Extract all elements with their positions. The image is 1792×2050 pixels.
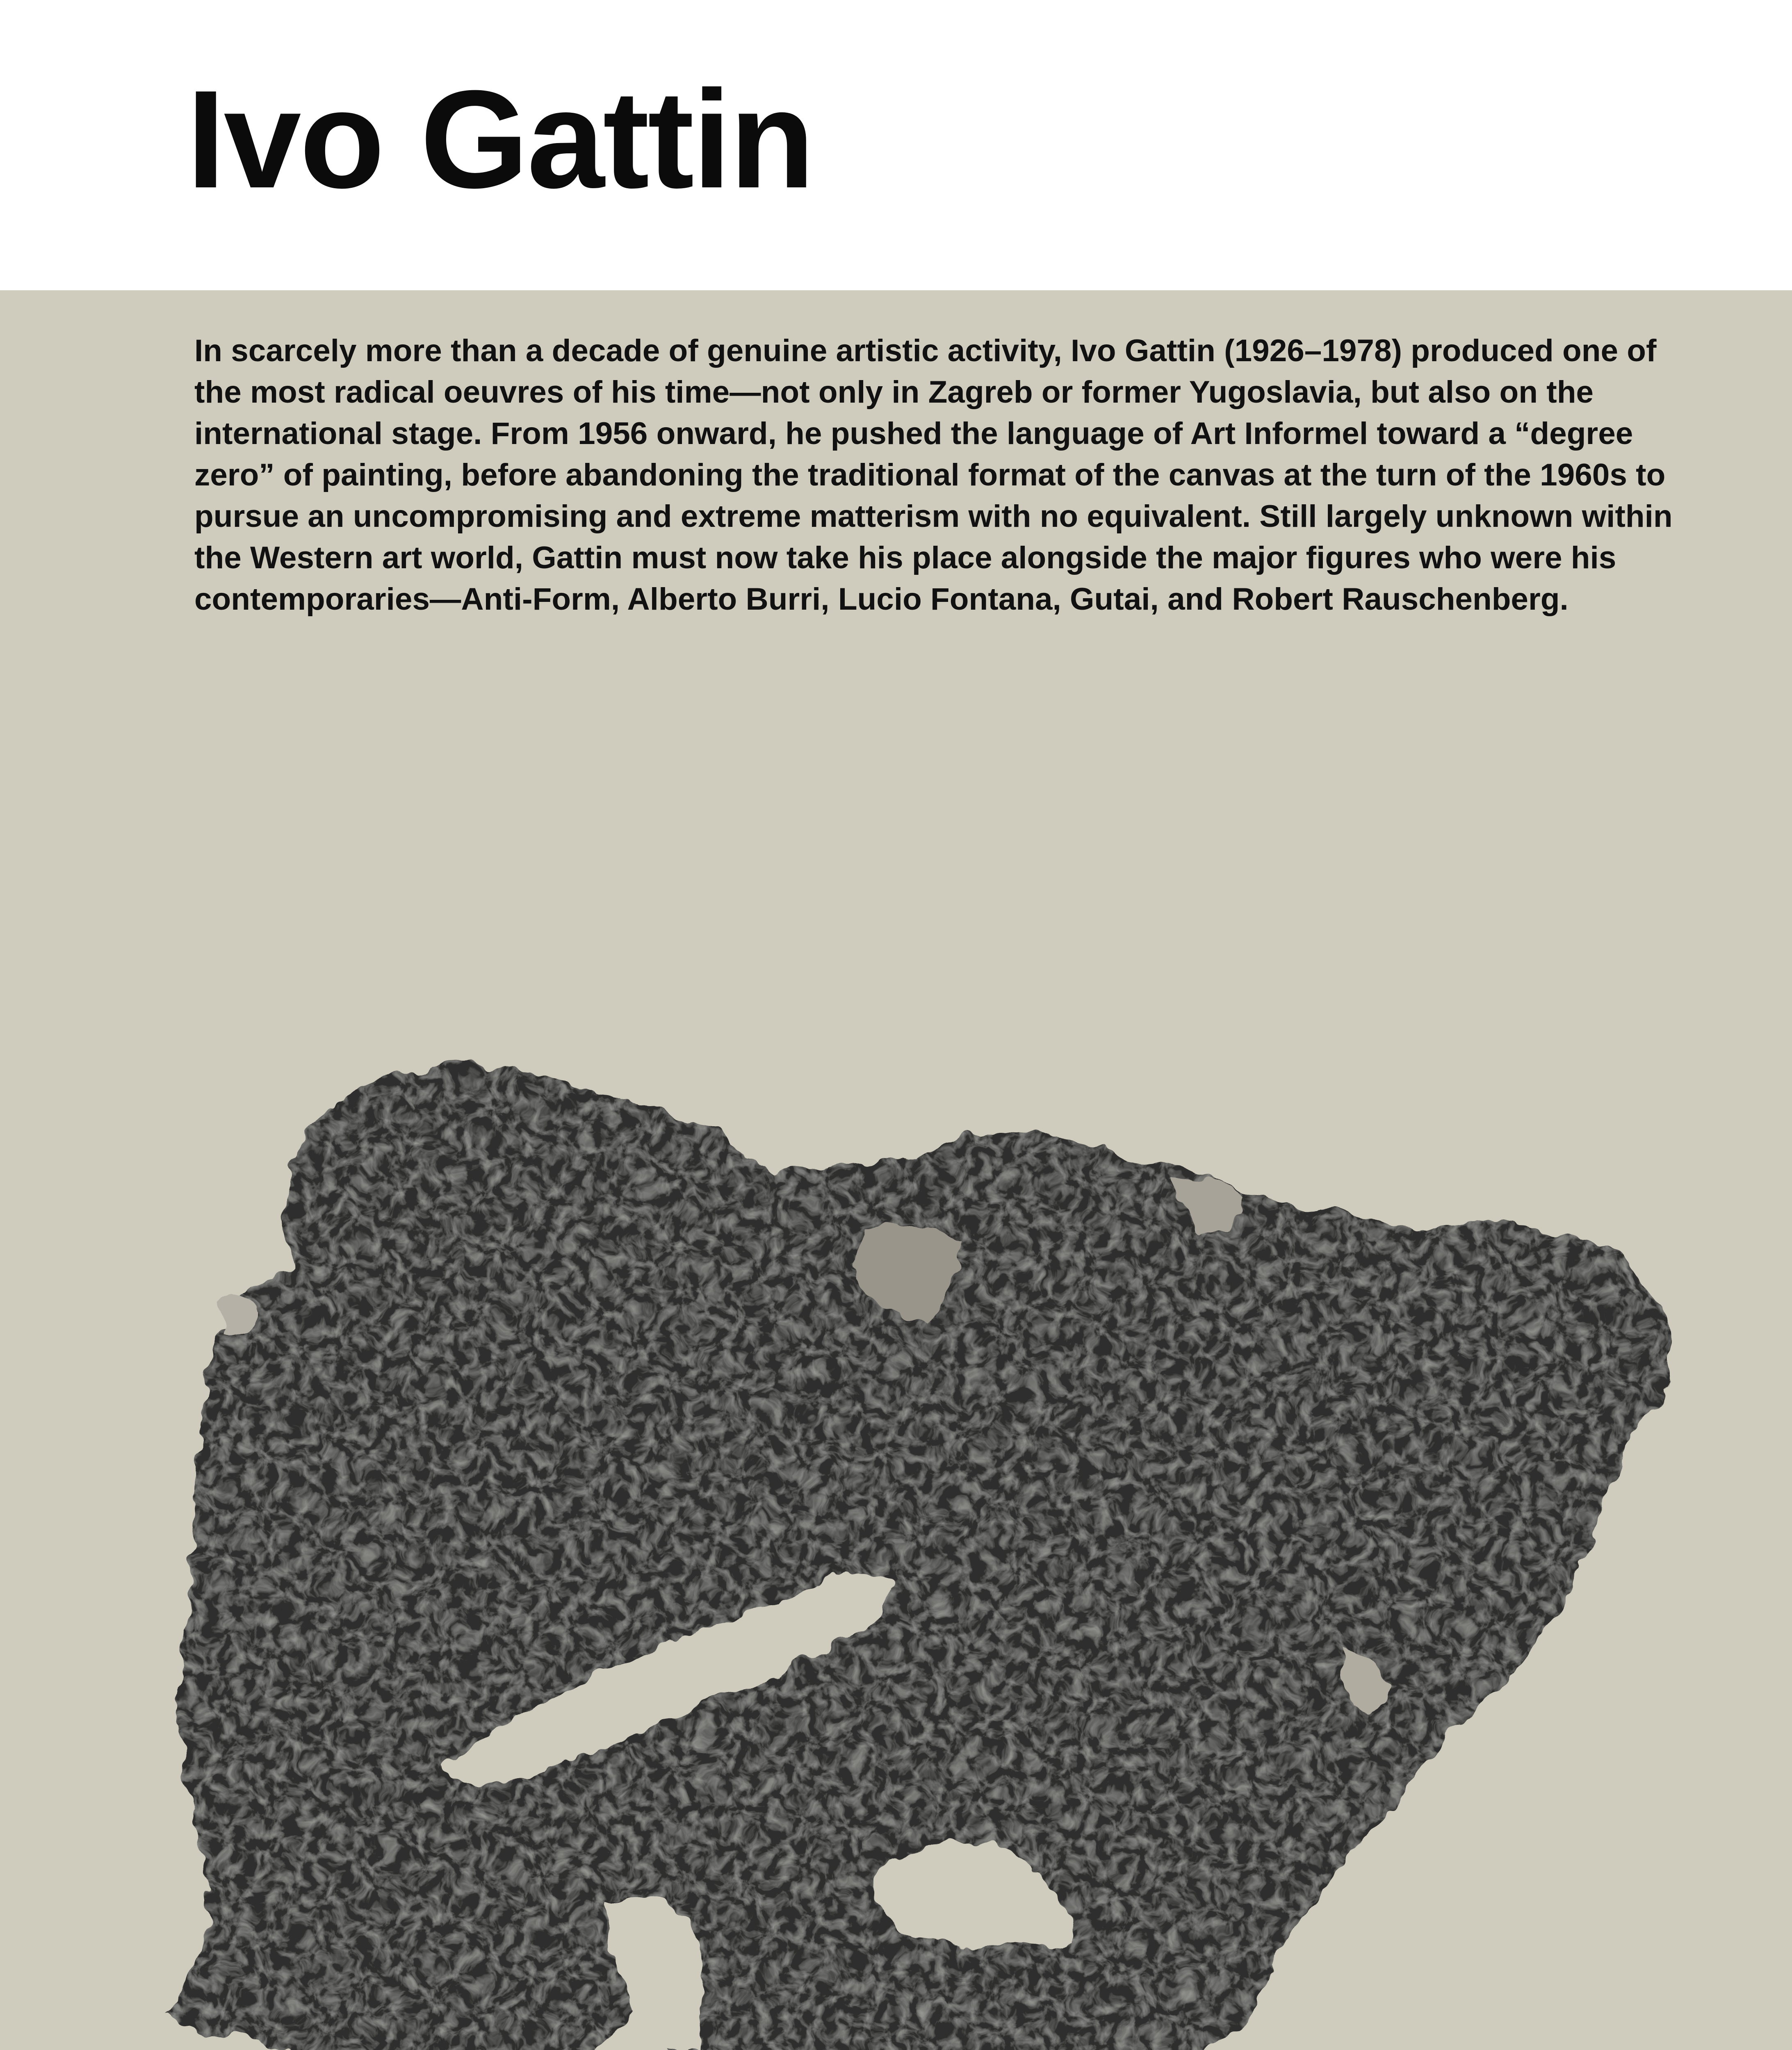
- artwork-svg: [160, 1041, 1694, 2050]
- artwork-image: [160, 1041, 1694, 2050]
- description-text: In scarcely more than a decade of genuine artistic activity, Ivo Gattin (1926–1978) produced one of the most radical oeuvres of his time—not only in Zagreb or former Yugoslavia, but also on the international stage. From 1956 onward, he pushed the language of Art Informel toward a “degree zero” of painting, before abandoning the traditional format of the canvas at the turn of the 1960s to pursue an uncompromising and extreme matterism with no equivalent. Still largely unknown within the Western art world, Gattin must now take his place alongside the major figures who were his contemporaries—Anti-Form, Alberto Burri, Lucio Fontana, Gutai, and Robert Rauschenberg.: [194, 333, 1673, 617]
- header-band: [0, 0, 1792, 290]
- artwork-shape: [168, 1066, 1673, 2050]
- book-title: Ivo Gattin: [187, 61, 813, 217]
